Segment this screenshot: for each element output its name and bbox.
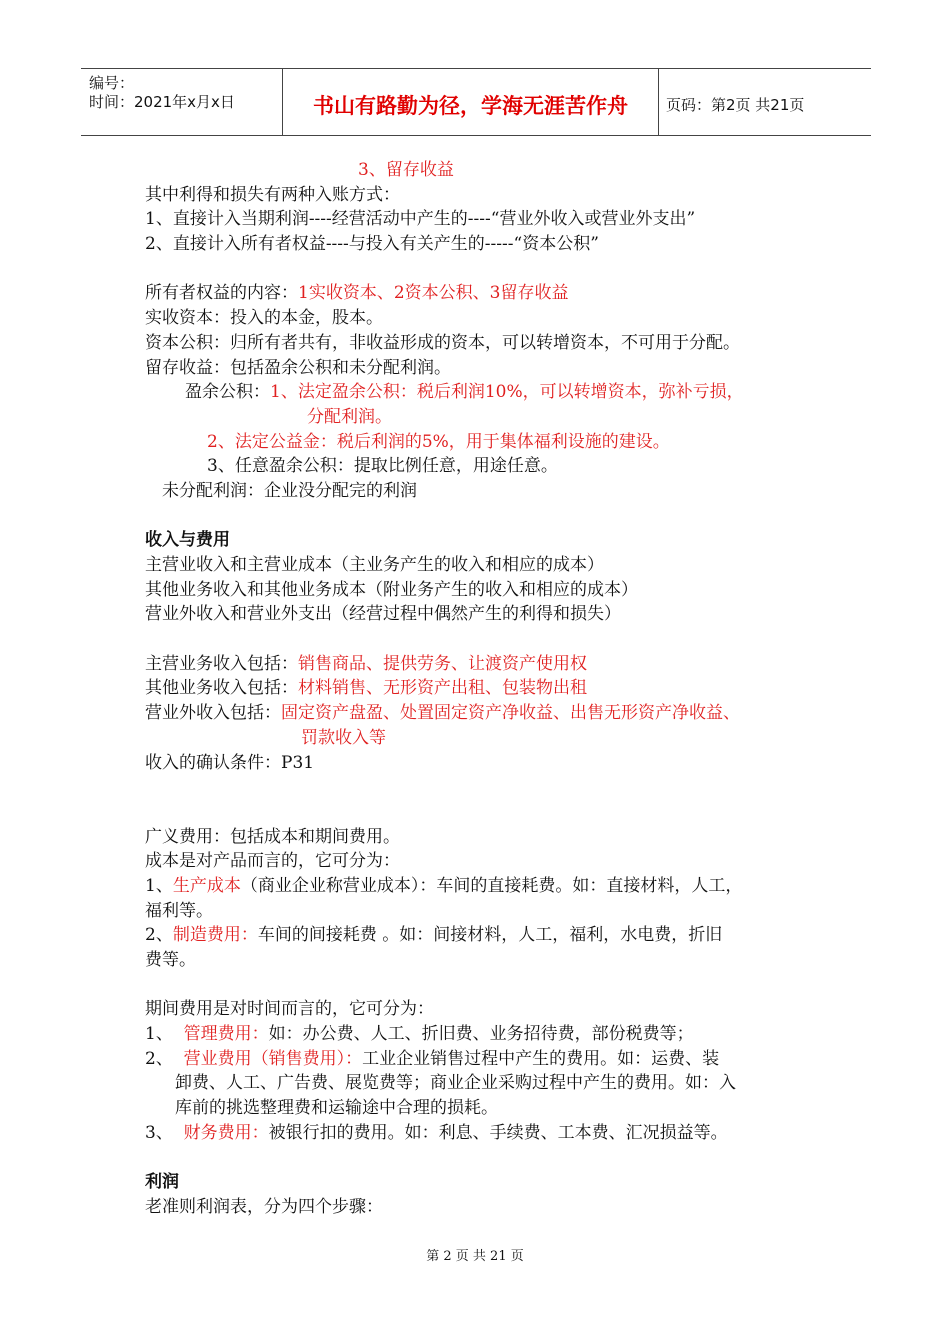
paragraph-line: 成本是对产品而言的，它可分为： [145, 851, 400, 872]
non-operating-revenue-items: 固定资产盘盈、处置固定资产净收益、出售无形资产净收益、 [281, 703, 740, 724]
list-number: 2、 [145, 1048, 173, 1069]
list-number: 3、 [145, 1122, 173, 1143]
header-time-label: 时间：2021年x月x日 [89, 93, 235, 111]
paragraph-line: 未分配利润：企业没分配完的利润 [162, 480, 417, 501]
header-number-label: 编号： [89, 74, 135, 92]
owners-equity-items: 1实收资本、2资本公积、3留存收益 [298, 283, 569, 304]
paragraph-line: 费等。 [145, 950, 196, 970]
paragraph-line: 库前的挑选整理费和运输途中合理的损耗。 [175, 1098, 498, 1119]
list-number: 2、 [145, 925, 173, 946]
section-heading-profit: 利润 [145, 1172, 179, 1193]
paragraph-line: 留存收益：包括盈余公积和未分配利润。 [145, 357, 451, 378]
paragraph-line: 实收资本：投入的本金，股本。 [145, 308, 383, 329]
paragraph-line [145, 652, 835, 677]
other-revenue-items: 材料销售、无形资产出租、包装物出租 [298, 678, 587, 699]
main-revenue-label: 主营业务收入包括： [145, 653, 298, 674]
list-number: 1、 [145, 875, 173, 896]
header-divider-right [658, 69, 659, 135]
paragraph-line: 营业外收入和营业外支出（经营过程中偶然产生的利得和损失） [145, 604, 621, 625]
paragraph-line: 1、直接计入当期利润----经营活动中产生的----“营业外收入或营业外支出” [145, 209, 696, 230]
header-bottom-rule [81, 135, 871, 136]
section-heading-revenue-expense: 收入与费用 [145, 530, 230, 551]
admin-expense-term: 管理费用： [183, 1024, 269, 1045]
paragraph-line [145, 701, 835, 726]
owners-equity-label: 所有者权益的内容： [145, 283, 298, 304]
paragraph-line [145, 281, 835, 306]
production-cost-term: 生产成本 [172, 875, 241, 896]
paragraph-line [145, 676, 835, 701]
non-operating-revenue-label: 营业外收入包括： [145, 703, 281, 724]
paragraph-line: 其中利得和损失有两种入账方式： [145, 184, 400, 205]
paragraph-line: 老准则利润表，分为四个步骤： [145, 1196, 383, 1217]
paragraph-line [145, 874, 835, 899]
section-retained-earnings-heading: 3、留存收益 [358, 160, 454, 180]
paragraph-line: 资本公积：归所有者共有，非收益形成的资本，可以转增资本，不可用于分配。 [145, 332, 740, 353]
paragraph-line: 3、任意盈余公积：提取比例任意，用途任意。 [207, 456, 558, 477]
admin-expense-text: 如：办公费、人工、折旧费、业务招待费，部份税费等； [268, 1024, 694, 1045]
statutory-surplus-text: 1、法定盈余公积：税后利润10%，可以转增资本，弥补亏损， [270, 382, 744, 403]
paragraph-line: 罚款收入等 [301, 727, 386, 748]
document-body [145, 158, 835, 1220]
financial-expense-text: 被银行扣的费用。如：利息、手续费、工本费、汇况损益等。 [268, 1122, 728, 1143]
selling-expense-text: 工业企业销售过程中产生的费用。如：运费、装 [362, 1048, 720, 1069]
paragraph-line: 收入的确认条件：P31 [145, 752, 315, 773]
paragraph-line: 广义费用：包括成本和期间费用。 [145, 826, 400, 847]
production-cost-text: （商业企业称营业成本）：车间的直接耗费。如：直接材料，人工， [240, 875, 743, 896]
paragraph-line: 2、法定公益金：税后利润的5%，用于集体福利设施的建设。 [207, 431, 670, 452]
paragraph-line: 分配利润。 [307, 406, 392, 427]
paragraph-line: 卸费、人工、广告费、展览费等；商业企业采购过程中产生的费用。如：入 [175, 1073, 736, 1094]
paragraph-line: 2、直接计入所有者权益----与投入有关产生的-----“资本公积” [145, 234, 599, 255]
paragraph-line: 福利等。 [145, 900, 213, 921]
paragraph-line: 主营业收入和主营业成本（主业务产生的收入和相应的成本） [145, 555, 604, 575]
header-top-rule [81, 68, 871, 69]
header-page-label: 页码：第2页 共21页 [666, 96, 805, 114]
header-motto: 书山有路勤为径，学海无涯苦作舟 [313, 94, 628, 118]
other-revenue-label: 其他业务收入包括： [145, 678, 298, 699]
paragraph-line [145, 1121, 835, 1146]
paragraph-line: 期间费用是对时间而言的，它可分为： [145, 999, 434, 1020]
selling-expense-term: 营业费用（销售费用）： [183, 1048, 363, 1069]
manufacturing-overhead-text: 车间的间接耗费 。如：间接材料，人工，福利，水电费，折旧 [257, 925, 723, 946]
surplus-reserve-label: 盈余公积： [185, 382, 270, 403]
page-footer: 第 2 页 共 21 页 [426, 1249, 524, 1264]
manufacturing-overhead-term: 制造费用： [172, 925, 258, 946]
list-number: 1、 [145, 1024, 173, 1045]
paragraph-line [145, 1022, 835, 1047]
financial-expense-term: 财务费用： [183, 1122, 269, 1143]
paragraph-line [145, 1047, 835, 1072]
paragraph-line [145, 923, 835, 948]
paragraph-line [145, 380, 835, 405]
main-revenue-items: 销售商品、提供劳务、让渡资产使用权 [298, 653, 587, 674]
paragraph-line: 其他业务收入和其他业务成本（附业务产生的收入和相应的成本） [145, 579, 638, 600]
